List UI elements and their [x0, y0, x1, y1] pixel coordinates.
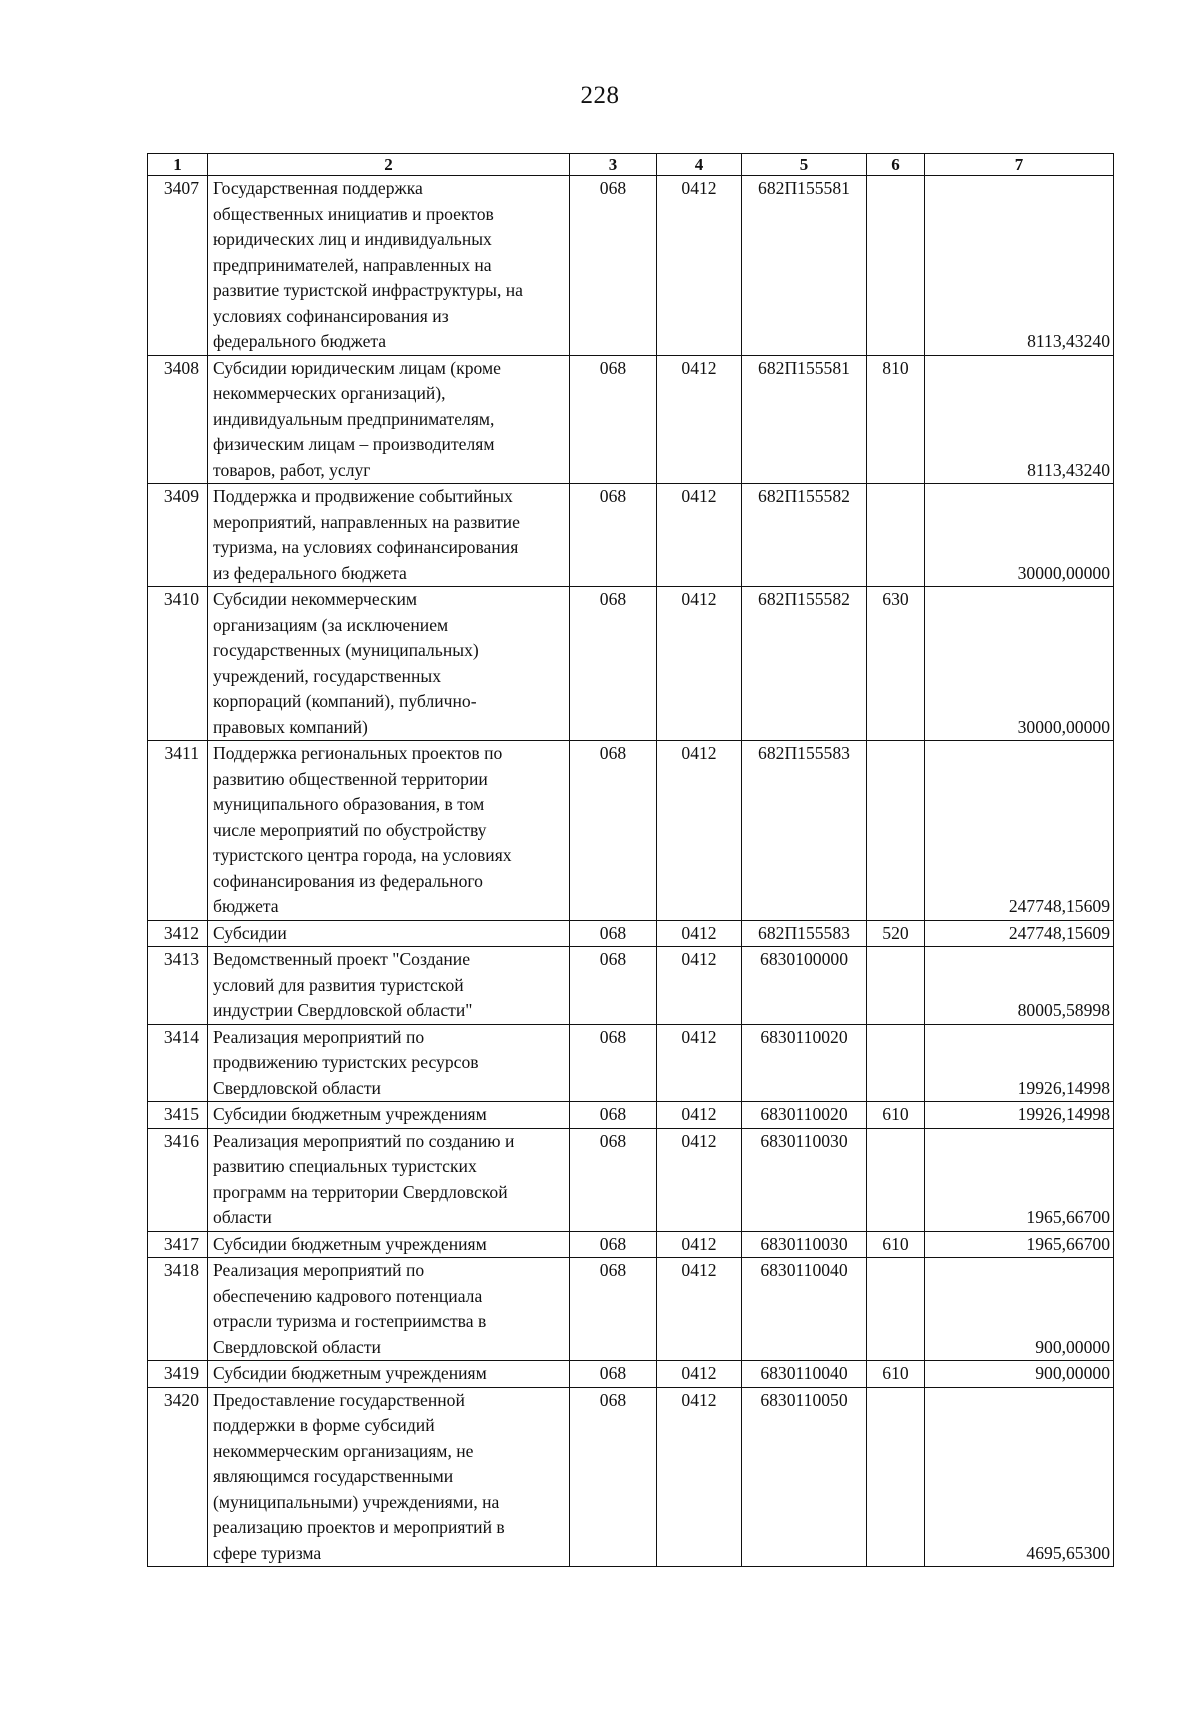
- row-name: [208, 484, 570, 587]
- row-name-line: продвижению туристских ресурсов: [213, 1052, 479, 1072]
- column-header-5: 5: [742, 154, 867, 176]
- ministry-code: 068: [570, 1361, 657, 1388]
- row-name-line: индустрии Свердловской области": [213, 1000, 473, 1020]
- target-article-code: 682П155582: [742, 484, 867, 587]
- row-name-line: некоммерческим организациям, не: [213, 1440, 474, 1461]
- section-code: 0412: [657, 1128, 742, 1231]
- table-header-row: [148, 154, 1114, 176]
- target-article-code: 682П155582: [742, 587, 867, 741]
- target-article-code: 6830100000: [742, 947, 867, 1025]
- expense-type-code: [867, 484, 925, 587]
- row-number: 3412: [148, 920, 208, 947]
- row-name-line: Поддержка и продвижение событийных: [213, 486, 513, 506]
- amount: 30000,00000: [925, 587, 1114, 741]
- row-name: [208, 1361, 570, 1388]
- row-name-line: условиях софинансирования из: [213, 305, 449, 326]
- table-row: [148, 355, 1114, 484]
- row-name-line: бюджета: [213, 896, 279, 916]
- column-header-3: 3: [570, 154, 657, 176]
- table-row: [148, 947, 1114, 1025]
- row-name: [208, 1024, 570, 1102]
- table-row: [148, 587, 1114, 741]
- row-name-line: Свердловской области: [213, 1077, 381, 1098]
- row-name-line: муниципального образования, в том: [213, 794, 485, 814]
- row-number: 3407: [148, 176, 208, 356]
- row-name-line: Субсидии: [213, 922, 287, 943]
- row-number: 3410: [148, 587, 208, 741]
- row-number: 3415: [148, 1102, 208, 1129]
- expense-type-code: [867, 1024, 925, 1102]
- row-number: 3414: [148, 1024, 208, 1102]
- target-article-code: 682П155581: [742, 176, 867, 356]
- expense-type-code: [867, 176, 925, 356]
- expense-type-code: [867, 947, 925, 1025]
- amount: 8113,43240: [925, 355, 1114, 484]
- row-name: [208, 1387, 570, 1567]
- row-name-line: Реализация мероприятий по созданию и: [213, 1130, 515, 1151]
- row-name-line: федерального бюджета: [213, 331, 387, 351]
- table-row: [148, 1102, 1114, 1129]
- expense-type-code: 630: [867, 587, 925, 741]
- table-row: [148, 1361, 1114, 1388]
- row-name-line: предпринимателей, направленных на: [213, 254, 492, 275]
- section-code: 0412: [657, 587, 742, 741]
- amount: 80005,58998: [925, 947, 1114, 1025]
- row-name-line: юридических лиц и индивидуальных: [213, 229, 492, 249]
- row-name-line: туризма, на условиях софинансирования: [213, 537, 519, 557]
- amount: 4695,65300: [925, 1387, 1114, 1567]
- row-number: 3417: [148, 1231, 208, 1258]
- row-name: [208, 587, 570, 741]
- target-article-code: 6830110030: [742, 1128, 867, 1231]
- column-header-7: 7: [925, 154, 1114, 176]
- table-body: [148, 176, 1114, 1567]
- section-code: 0412: [657, 1361, 742, 1388]
- section-code: 0412: [657, 355, 742, 484]
- target-article-code: 6830110050: [742, 1387, 867, 1567]
- row-name-line: Субсидии бюджетным учреждениям: [213, 1104, 487, 1124]
- row-name-line: Субсидии бюджетным учреждениям: [213, 1233, 487, 1254]
- row-name-line: организациям (за исключением: [213, 614, 449, 635]
- row-name-line: общественных инициатив и проектов: [213, 203, 494, 224]
- row-name-line: сфере туризма: [213, 1542, 322, 1563]
- row-name-line: государственных (муниципальных): [213, 640, 479, 660]
- amount: 900,00000: [925, 1258, 1114, 1361]
- row-name-line: Предоставление государственной: [213, 1389, 465, 1410]
- row-name-line: Субсидии юридическим лицам (кроме: [213, 357, 501, 378]
- expense-type-code: 810: [867, 355, 925, 484]
- ministry-code: 068: [570, 1258, 657, 1361]
- amount: 19926,14998: [925, 1024, 1114, 1102]
- row-number: 3420: [148, 1387, 208, 1567]
- ministry-code: 068: [570, 1128, 657, 1231]
- row-number: 3408: [148, 355, 208, 484]
- ministry-code: 068: [570, 355, 657, 484]
- ministry-code: 068: [570, 176, 657, 356]
- target-article-code: 682П155583: [742, 741, 867, 921]
- table-row: [148, 741, 1114, 921]
- table-row: [148, 1387, 1114, 1567]
- amount: 247748,15609: [925, 741, 1114, 921]
- row-name-line: программ на территории Свердловской: [213, 1181, 508, 1202]
- expense-type-code: 520: [867, 920, 925, 947]
- column-header-1: 1: [148, 154, 208, 176]
- row-name: [208, 1102, 570, 1129]
- amount: 1965,66700: [925, 1231, 1114, 1258]
- table-row: [148, 1128, 1114, 1231]
- row-name-line: являющимся государственными: [213, 1466, 454, 1486]
- row-name-line: Субсидии некоммерческим: [213, 589, 417, 609]
- expense-type-code: 610: [867, 1361, 925, 1388]
- row-name-line: Субсидии бюджетным учреждениям: [213, 1363, 487, 1383]
- row-number: 3416: [148, 1128, 208, 1231]
- row-number: 3409: [148, 484, 208, 587]
- amount: 900,00000: [925, 1361, 1114, 1388]
- row-name: [208, 920, 570, 947]
- target-article-code: 682П155581: [742, 355, 867, 484]
- target-article-code: 6830110040: [742, 1258, 867, 1361]
- section-code: 0412: [657, 947, 742, 1025]
- table-row: [148, 1258, 1114, 1361]
- row-name-line: условий для развития туристской: [213, 974, 464, 995]
- target-article-code: 6830110020: [742, 1102, 867, 1129]
- row-name-line: туристского центра города, на условиях: [213, 845, 512, 865]
- row-name-line: Ведомственный проект "Создание: [213, 949, 471, 969]
- ministry-code: 068: [570, 587, 657, 741]
- table-row: [148, 1231, 1114, 1258]
- expense-type-code: 610: [867, 1102, 925, 1129]
- row-name-line: корпораций (компаний), публично-: [213, 691, 477, 711]
- row-name-line: из федерального бюджета: [213, 562, 407, 583]
- column-header-4: 4: [657, 154, 742, 176]
- row-name: [208, 1128, 570, 1231]
- target-article-code: 6830110020: [742, 1024, 867, 1102]
- column-header-2: 2: [208, 154, 570, 176]
- expense-type-code: [867, 741, 925, 921]
- section-code: 0412: [657, 176, 742, 356]
- amount: 1965,66700: [925, 1128, 1114, 1231]
- amount: 30000,00000: [925, 484, 1114, 587]
- row-name-line: индивидуальным предпринимателям,: [213, 408, 495, 429]
- row-name-line: отрасли туризма и гостеприимства в: [213, 1311, 487, 1331]
- row-name-line: обеспечению кадрового потенциала: [213, 1285, 483, 1306]
- row-number: 3411: [148, 741, 208, 921]
- ministry-code: 068: [570, 947, 657, 1025]
- row-name: [208, 1231, 570, 1258]
- expense-type-code: [867, 1258, 925, 1361]
- row-number: 3413: [148, 947, 208, 1025]
- row-name: [208, 1258, 570, 1361]
- expense-type-code: [867, 1128, 925, 1231]
- target-article-code: 682П155583: [742, 920, 867, 947]
- table-row: [148, 920, 1114, 947]
- row-name-line: Свердловской области: [213, 1336, 381, 1357]
- table-row: [148, 484, 1114, 587]
- row-name: [208, 355, 570, 484]
- section-code: 0412: [657, 1258, 742, 1361]
- target-article-code: 6830110030: [742, 1231, 867, 1258]
- row-name-line: числе мероприятий по обустройству: [213, 819, 487, 840]
- section-code: 0412: [657, 1102, 742, 1129]
- row-name-line: некоммерческих организаций),: [213, 383, 446, 403]
- row-name-line: Реализация мероприятий по: [213, 1026, 425, 1047]
- row-name-line: поддержки в форме субсидий: [213, 1415, 435, 1435]
- ministry-code: 068: [570, 1231, 657, 1258]
- ministry-code: 068: [570, 1024, 657, 1102]
- budget-table: [147, 153, 1114, 1567]
- row-name: [208, 947, 570, 1025]
- row-number: 3418: [148, 1258, 208, 1361]
- section-code: 0412: [657, 484, 742, 587]
- section-code: 0412: [657, 741, 742, 921]
- ministry-code: 068: [570, 484, 657, 587]
- ministry-code: 068: [570, 741, 657, 921]
- row-name-line: софинансирования из федерального: [213, 870, 483, 891]
- expense-type-code: [867, 1387, 925, 1567]
- row-name-line: (муниципальными) учреждениями, на: [213, 1491, 500, 1512]
- row-name-line: товаров, работ, услуг: [213, 459, 371, 480]
- ministry-code: 068: [570, 1387, 657, 1567]
- row-name: [208, 176, 570, 356]
- amount: 247748,15609: [925, 920, 1114, 947]
- row-name: [208, 741, 570, 921]
- section-code: 0412: [657, 920, 742, 947]
- ministry-code: 068: [570, 920, 657, 947]
- expense-type-code: 610: [867, 1231, 925, 1258]
- table-row: [148, 1024, 1114, 1102]
- target-article-code: 6830110040: [742, 1361, 867, 1388]
- row-name-line: области: [213, 1207, 272, 1227]
- section-code: 0412: [657, 1387, 742, 1567]
- row-name-line: учреждений, государственных: [213, 665, 442, 686]
- row-name-line: Государственная поддержка: [213, 178, 423, 198]
- amount: 19926,14998: [925, 1102, 1114, 1129]
- row-name-line: развитие туристской инфраструктуры, на: [213, 280, 523, 300]
- row-name-line: Реализация мероприятий по: [213, 1260, 425, 1280]
- column-header-6: 6: [867, 154, 925, 176]
- row-name-line: правовых компаний): [213, 716, 368, 737]
- row-name-line: физическим лицам – производителям: [213, 434, 495, 454]
- row-name-line: развитию специальных туристских: [213, 1156, 477, 1176]
- row-name-line: реализацию проектов и мероприятий в: [213, 1517, 505, 1537]
- amount: 8113,43240: [925, 176, 1114, 356]
- section-code: 0412: [657, 1024, 742, 1102]
- table-row: [148, 176, 1114, 356]
- section-code: 0412: [657, 1231, 742, 1258]
- row-number: 3419: [148, 1361, 208, 1388]
- ministry-code: 068: [570, 1102, 657, 1129]
- row-name-line: развитию общественной территории: [213, 768, 488, 789]
- row-name-line: мероприятий, направленных на развитие: [213, 511, 520, 532]
- page-number: 228: [580, 82, 620, 109]
- row-name-line: Поддержка региональных проектов по: [213, 743, 503, 763]
